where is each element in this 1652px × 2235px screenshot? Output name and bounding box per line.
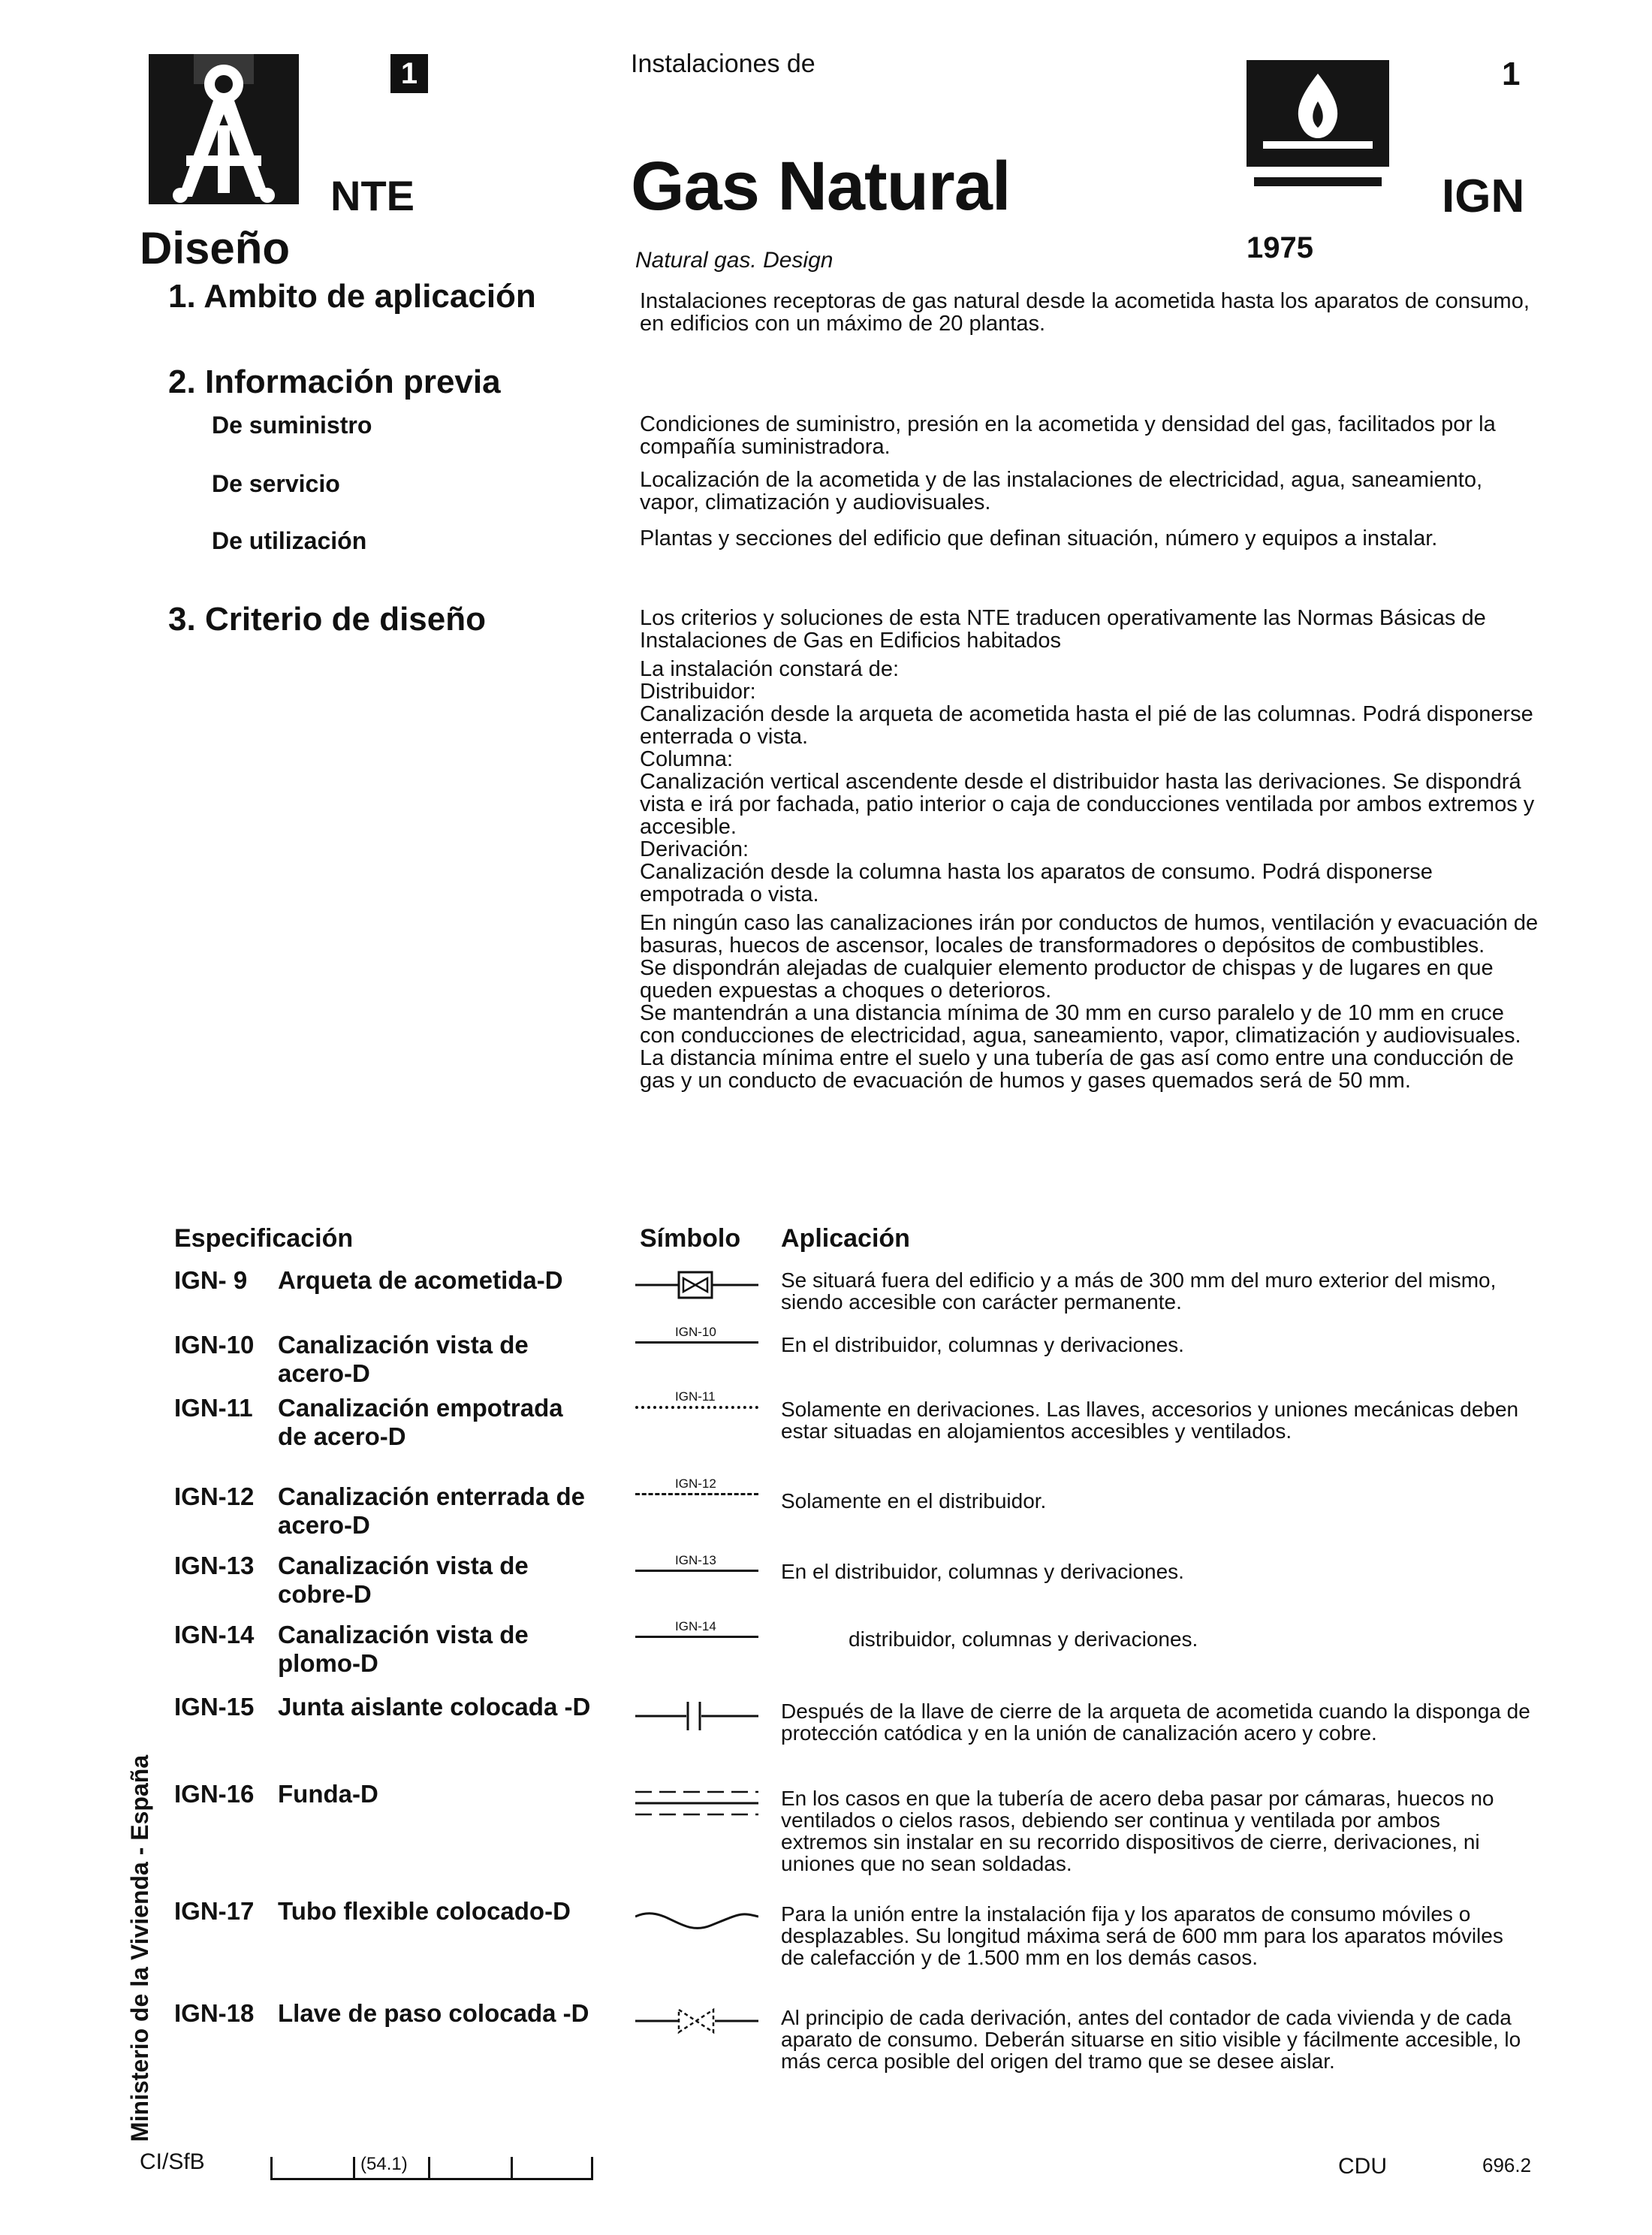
pipe-visible-steel-icon [635,1325,758,1355]
sleeve-icon [635,1786,758,1820]
symbol-label: IGN-14 [673,1619,719,1634]
cisfb-label: CI/SfB [140,2149,205,2174]
section-3-number: 3. [168,601,196,638]
symbol-label: IGN-12 [673,1476,719,1492]
spec-application: En el distribuidor, columnas y derivaciones. [781,1560,1184,1583]
spec-name: Canalización vista de cobre-D [278,1552,529,1608]
ministry-side-text: Ministerio de la Vivienda - España [126,1754,153,2142]
cisfb-tick [511,2157,513,2178]
valve-icon [635,2004,758,2038]
info-text-suministro: Condiciones de suministro, presión en la acometida y densidad del gas, facilitados por la compañía suministradora. [640,412,1496,459]
insulating-joint-icon [635,1699,758,1733]
section-2-number: 2. [168,363,196,400]
header-especificacion: Especificación [174,1224,354,1253]
spec-code: IGN-15 [174,1693,255,1721]
symbol-line [635,1341,758,1344]
cisfb-tick [353,2157,355,2178]
spec-application: Al principio de cada derivación, antes del contador de cada vivienda y de cada aparato de consumo. Deberán situarse en sitio visible y fácilmente accesible, lo más cerca posible del origen del tramo que se desee aislar. [781,2006,1521,2073]
symbol-line [635,1636,758,1638]
spec-name: Canalización enterrada de acero-D [278,1482,585,1539]
spec-name: Llave de paso colocada -D [278,1999,589,2027]
nte-logo-icon [149,54,299,204]
subject-prefix: Instalaciones de [631,50,815,78]
cdu-value: 696.2 [1482,2154,1532,2176]
criteria-line: La distancia mínima entre el suelo y una tubería de gas así como entre una conducción de gas y un conducto de evacuación de humos y gases quemados será de 50 mm. [640,1046,1514,1093]
header-simbolo: Símbolo [640,1224,741,1253]
section-1-text: Instalaciones receptoras de gas natural desde la acometida hasta los aparatos de consumo, en edificios con un máximo de 20 plantas. [640,289,1530,336]
year: 1975 [1247,231,1313,264]
spec-name: Funda-D [278,1780,378,1808]
spec-application: En el distribuidor, columnas y derivaciones. [781,1333,1184,1356]
pipe-lead-icon [635,1619,758,1649]
cisfb-tick [428,2157,430,2178]
spec-name: Canalización vista de acero-D [278,1331,529,1387]
criteria-line: Se mantendrán a una distancia mínima de 30 mm en curso paralelo y de 10 mm en cruce con conducciones de electricidad, agua, saneamiento, vapor, climatización y audiovisuales. [640,1001,1521,1048]
pipe-copper-icon [635,1553,758,1583]
spec-name: Tubo flexible colocado-D [278,1897,571,1925]
info-label-suministro: De suministro [212,412,372,439]
subtitle-en: Natural gas. Design [635,248,834,273]
criteria-line: En ningún caso las canalizaciones irán por conductos de humos, ventilación y evacuación de basuras, huecos de ascensor, locales de transformadores o depósitos de combustibles. [640,911,1539,958]
info-label-utilizacion: De utilización [212,527,367,554]
criteria-block [640,607,1541,1098]
criteria-line: Canalización vertical ascendente desde el distribuidor hasta las derivaciones. Se dispondrá vista e irá por fachada, patio interior o caja de conducciones ventilada por ambos extremos y accesible. [640,770,1535,839]
criteria-restrictions [640,912,1541,1092]
spec-name: Junta aislante colocada -D [278,1693,591,1721]
doc-code: IGN [1442,170,1525,222]
spec-application: Solamente en derivaciones. Las llaves, accesorios y uniones mecánicas deben estar situadas en alojamientos accesibles y ventilados. [781,1398,1519,1443]
header-aplicacion: Aplicación [781,1224,910,1253]
nte-badge [390,54,428,93]
spec-code: IGN- 9 [174,1266,248,1294]
spec-code: IGN-16 [174,1780,255,1808]
cisfb-tick [591,2157,593,2178]
pipe-embedded-steel-icon [635,1389,758,1419]
info-text-utilizacion: Plantas y secciones del edificio que definan situación, número y equipos a instalar. [640,526,1438,550]
spec-name: Canalización vista de plomo-D [278,1621,529,1677]
spec-application: distribuidor, columnas y derivaciones. [849,1627,1198,1651]
section-3-heading [168,601,486,638]
criteria-line: Distribuidor: [640,680,756,704]
page-number: 1 [1502,56,1521,92]
flexible-tube-icon [635,1903,758,1938]
criteria-line: Canalización desde la columna hasta los aparatos de consumo. Podrá disponerse empotrada o vista. [640,860,1433,906]
cisfb-tick [270,2157,273,2178]
arqueta-symbol-icon [635,1268,758,1302]
spec-application: Se situará fuera del edificio y a más de 300 mm del muro exterior del mismo, siendo accesible con carácter permanente. [781,1268,1497,1314]
criteria-components [640,658,1541,906]
section-1-heading [168,278,536,315]
badge-number: 1 [400,57,418,90]
criteria-line: Se dispondrán alejadas de cualquier elemento productor de chispas y de lugares en que queden expuestas a choques o deterioros. [640,956,1494,1003]
symbol-line [635,1406,758,1409]
spec-code: IGN-17 [174,1897,255,1925]
nte-label: NTE [330,172,415,219]
criteria-intro: Los criterios y soluciones de esta NTE traducen operativamente las Normas Básicas de Instalaciones de Gas en Edificios habitados [640,606,1486,653]
pipe-buried-steel-icon [635,1476,758,1507]
symbol-label: IGN-13 [673,1553,719,1568]
symbol-line [635,1570,758,1572]
section-title: Diseño [140,223,291,273]
section-2-heading [168,363,501,401]
cisfb-code: (54.1) [360,2154,408,2174]
spec-application: Solamente en el distribuidor. [781,1489,1047,1513]
symbol-label: IGN-11 [673,1389,718,1404]
cisfb-box [270,2152,593,2180]
spec-name: Canalización empotrada de acero-D [278,1394,563,1450]
section-3-title: Criterio de diseño [204,601,487,638]
spec-code: IGN-10 [174,1331,255,1359]
page-title: Gas Natural [631,148,1011,225]
criteria-line: Columna: [640,747,734,771]
cdu-label: CDU [1338,2154,1387,2179]
spec-code: IGN-12 [174,1482,255,1510]
spec-application: En los casos en que la tubería de acero deba pasar por cámaras, huecos no ventilados o cielos rasos, debiendo ser continua y ventilada por ambos extremos sin instalar en su recorrido dispositivos de cierre, derivaciones, ni uniones que no sean soldadas. [781,1787,1494,1875]
criteria-line: Derivación: [640,837,749,861]
spec-code: IGN-18 [174,1999,255,2027]
info-label-servicio: De servicio [212,470,340,497]
criteria-line: Canalización desde la arqueta de acometida hasta el pié de las columnas. Podrá disponerse enterrada o vista. [640,702,1533,749]
spec-code: IGN-14 [174,1621,255,1648]
spec-application: Para la unión entre la instalación fija y los aparatos de consumo móviles o desplazables. Su longitud máxima será de 600 mm para los aparatos móviles de calefacción y de 1.500 mm en los demás casos. [781,1902,1503,1969]
section-1-title: Ambito de aplicación [203,278,536,315]
criteria-line: La instalación constará de: [640,657,899,681]
gas-flame-icon [1247,60,1389,188]
spec-name: Arqueta de acometida-D [278,1266,563,1294]
spec-application: Después de la llave de cierre de la arqueta de acometida cuando la disponga de protección catódica y en la unión de canalización acero y cobre. [781,1700,1530,1745]
section-2-title: Información previa [204,363,501,400]
info-text-servicio: Localización de la acometida y de las instalaciones de electricidad, agua, saneamiento, vapor, climatización y audiovisuales. [640,468,1483,514]
section-1-number: 1. [168,278,196,315]
spec-code: IGN-13 [174,1552,255,1579]
spec-code: IGN-11 [174,1394,253,1422]
symbol-label: IGN-10 [673,1325,719,1340]
symbol-line [635,1493,758,1495]
